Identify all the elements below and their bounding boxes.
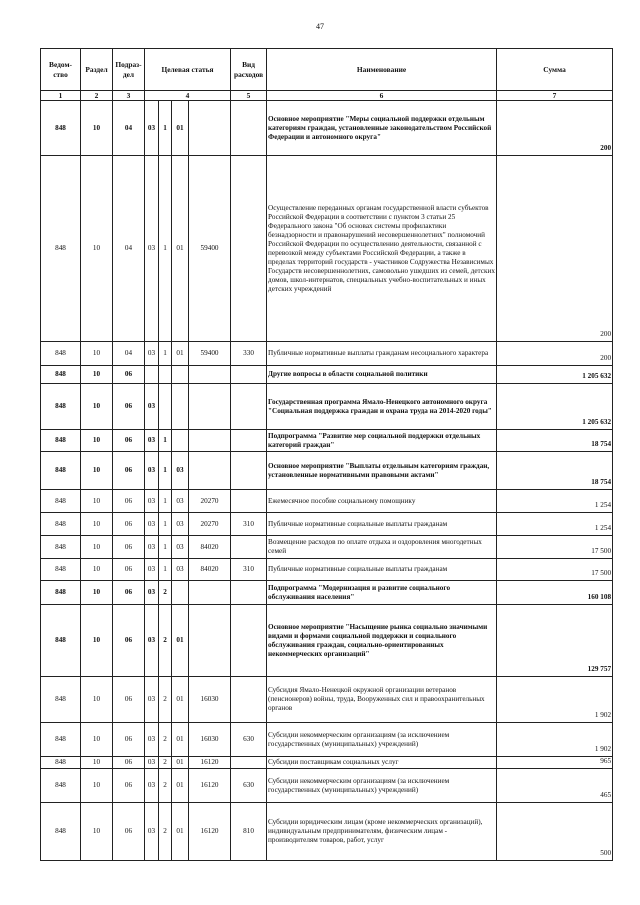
razdel-cell: 10 (81, 723, 113, 757)
measure-code-cell: 03 (172, 490, 189, 513)
program-code-cell: 03 (145, 384, 159, 430)
measure-code-cell: 01 (172, 803, 189, 861)
naimenovanie-cell: Субсидии юридическим лицам (кроме некоммерческих организаций), индивидуальным предпринимателям, физическим лицам - производителям товаров, работ, услуг (267, 803, 497, 861)
table-row (41, 430, 613, 452)
podrazdel-cell: 06 (113, 677, 145, 723)
measure-code-cell (172, 430, 189, 452)
razdel-cell: 10 (81, 677, 113, 723)
direction-code-cell (189, 605, 231, 677)
naimenovanie-cell: Субсидии некоммерческим организациям (за исключением государственных (муниципальных) учреждений) (267, 723, 497, 757)
measure-code-cell (172, 581, 189, 605)
col-number-3: 3 (113, 91, 145, 101)
program-code-cell: 03 (145, 156, 159, 342)
subprogram-code-cell: 1 (159, 490, 172, 513)
vedomstvo-cell: 848 (41, 536, 81, 559)
direction-code-cell: 20270 (189, 513, 231, 536)
naimenovanie-cell: Основное мероприятие "Выплаты отдельным категориям граждан, установленные нормативными правовыми актами" (267, 452, 497, 490)
direction-code-cell: 16120 (189, 769, 231, 803)
summa-cell: 18 754 (497, 452, 613, 490)
measure-code-cell: 01 (172, 677, 189, 723)
razdel-cell: 10 (81, 101, 113, 156)
direction-code-cell: 16120 (189, 803, 231, 861)
vid-rashodov-cell (231, 605, 267, 677)
vid-rashodov-cell (231, 757, 267, 769)
naimenovanie-cell: Публичные нормативные выплаты гражданам несоциального характера (267, 342, 497, 366)
podrazdel-cell: 06 (113, 559, 145, 581)
program-code-cell: 03 (145, 342, 159, 366)
podrazdel-cell: 06 (113, 803, 145, 861)
table-row (41, 513, 613, 536)
measure-code-cell: 03 (172, 536, 189, 559)
subprogram-code-cell: 2 (159, 723, 172, 757)
program-code-cell: 03 (145, 513, 159, 536)
razdel-cell: 10 (81, 605, 113, 677)
podrazdel-cell: 06 (113, 605, 145, 677)
razdel-cell: 10 (81, 757, 113, 769)
summa-cell: 17 500 (497, 559, 613, 581)
header-podrazdel: Подраз-дел (113, 49, 145, 91)
subprogram-code-cell (159, 384, 172, 430)
naimenovanie-cell: Подпрограмма "Развитие мер социальной поддержки отдельных категорий граждан" (267, 430, 497, 452)
naimenovanie-cell: Публичные нормативные социальные выплаты гражданам (267, 513, 497, 536)
direction-code-cell: 16030 (189, 677, 231, 723)
col-number-7: 7 (497, 91, 613, 101)
vid-rashodov-cell (231, 101, 267, 156)
vedomstvo-cell: 848 (41, 342, 81, 366)
podrazdel-cell: 06 (113, 366, 145, 384)
vid-rashodov-cell (231, 366, 267, 384)
podrazdel-cell: 06 (113, 384, 145, 430)
direction-code-cell: 16030 (189, 723, 231, 757)
measure-code-cell (172, 366, 189, 384)
vid-rashodov-cell (231, 581, 267, 605)
vid-rashodov-cell (231, 452, 267, 490)
razdel-cell: 10 (81, 559, 113, 581)
direction-code-cell: 59400 (189, 156, 231, 342)
vedomstvo-cell: 848 (41, 723, 81, 757)
table-row (41, 490, 613, 513)
subprogram-code-cell: 1 (159, 452, 172, 490)
podrazdel-cell: 04 (113, 342, 145, 366)
table-row (41, 769, 613, 803)
razdel-cell: 10 (81, 156, 113, 342)
naimenovanie-cell: Государственная программа Ямало-Ненецкого автономного округа "Социальная поддержка граждан и охрана труда на 2014-2020 годы" (267, 384, 497, 430)
vedomstvo-cell: 848 (41, 384, 81, 430)
vedomstvo-cell: 848 (41, 366, 81, 384)
table-row (41, 581, 613, 605)
podrazdel-cell: 06 (113, 430, 145, 452)
subprogram-code-cell: 2 (159, 605, 172, 677)
podrazdel-cell: 06 (113, 452, 145, 490)
program-code-cell: 03 (145, 757, 159, 769)
direction-code-cell (189, 581, 231, 605)
summa-cell: 200 (497, 156, 613, 342)
direction-code-cell (189, 101, 231, 156)
table-row (41, 803, 613, 861)
header-numbers-row (41, 91, 613, 101)
razdel-cell: 10 (81, 513, 113, 536)
naimenovanie-cell: Субсидии поставщикам социальных услуг (267, 757, 497, 769)
program-code-cell: 03 (145, 536, 159, 559)
podrazdel-cell: 04 (113, 156, 145, 342)
table-row (41, 723, 613, 757)
podrazdel-cell: 04 (113, 101, 145, 156)
subprogram-code-cell: 1 (159, 156, 172, 342)
vedomstvo-cell: 848 (41, 605, 81, 677)
razdel-cell: 10 (81, 384, 113, 430)
vid-rashodov-cell: 630 (231, 769, 267, 803)
measure-code-cell: 01 (172, 342, 189, 366)
direction-code-cell: 16120 (189, 757, 231, 769)
table-row (41, 536, 613, 559)
vid-rashodov-cell: 310 (231, 513, 267, 536)
vedomstvo-cell: 848 (41, 430, 81, 452)
podrazdel-cell: 06 (113, 757, 145, 769)
vedomstvo-cell: 848 (41, 803, 81, 861)
subprogram-code-cell: 2 (159, 581, 172, 605)
naimenovanie-cell: Основное мероприятие "Меры социальной поддержки отдельным категориям граждан, установленные законодательством Российской Федерации и автономного округа" (267, 101, 497, 156)
program-code-cell: 03 (145, 677, 159, 723)
podrazdel-cell: 06 (113, 723, 145, 757)
subprogram-code-cell: 2 (159, 677, 172, 723)
header-razdel: Раздел (81, 49, 113, 91)
program-code-cell: 03 (145, 452, 159, 490)
header-row (41, 49, 613, 91)
razdel-cell: 10 (81, 342, 113, 366)
vid-rashodov-cell (231, 490, 267, 513)
subprogram-code-cell: 1 (159, 430, 172, 452)
program-code-cell: 03 (145, 490, 159, 513)
naimenovanie-cell: Основное мероприятие "Насыщение рынка социально значимыми видами и формами социальной поддержки и социального обслуживания граждан, социально-ориентированных некоммерческих организаций" (267, 605, 497, 677)
direction-code-cell (189, 384, 231, 430)
table-row (41, 559, 613, 581)
naimenovanie-cell: Осуществление переданных органам государственной власти субъектов Российской Федерации в соответствии с пунктом 3 статьи 25 Федерального закона "Об основах системы профилактики безнадзорности и правонарушений несовершеннолетних" полномочий Российской Федерации по осуществлению деятельности, связанной с перевозкой между субъектами Российской Федерации, а также в пределах территорий государств - участников Содружества Независимых Государств несовершеннолетних, самовольно ушедших из семей, детских домов, школ-интернатов, специальных учебно-воспитательных и иных детских учреждений (267, 156, 497, 342)
measure-code-cell: 03 (172, 559, 189, 581)
naimenovanie-cell: Возмещение расходов по оплате отдыха и оздоровления многодетных семей (267, 536, 497, 559)
vedomstvo-cell: 848 (41, 757, 81, 769)
vedomstvo-cell: 848 (41, 452, 81, 490)
measure-code-cell: 01 (172, 769, 189, 803)
direction-code-cell (189, 430, 231, 452)
col-number-2: 2 (81, 91, 113, 101)
header-summa: Сумма (497, 49, 613, 91)
vid-rashodov-cell: 810 (231, 803, 267, 861)
subprogram-code-cell: 2 (159, 757, 172, 769)
summa-cell: 965 (497, 757, 613, 769)
vedomstvo-cell: 848 (41, 156, 81, 342)
header-celevaya-statya: Целевая статья (145, 49, 231, 91)
naimenovanie-cell: Публичные нормативные социальные выплаты гражданам (267, 559, 497, 581)
razdel-cell: 10 (81, 490, 113, 513)
subprogram-code-cell: 2 (159, 803, 172, 861)
program-code-cell: 03 (145, 559, 159, 581)
table-row (41, 452, 613, 490)
summa-cell: 1 902 (497, 677, 613, 723)
podrazdel-cell: 06 (113, 536, 145, 559)
subprogram-code-cell: 2 (159, 769, 172, 803)
vedomstvo-cell: 848 (41, 677, 81, 723)
podrazdel-cell: 06 (113, 581, 145, 605)
table-row (41, 101, 613, 156)
header-naimenovanie: Наименование (267, 49, 497, 91)
subprogram-code-cell (159, 366, 172, 384)
vid-rashodov-cell (231, 430, 267, 452)
vid-rashodov-cell (231, 677, 267, 723)
subprogram-code-cell: 1 (159, 101, 172, 156)
razdel-cell: 10 (81, 366, 113, 384)
col-number-6: 6 (267, 91, 497, 101)
direction-code-cell: 84020 (189, 559, 231, 581)
summa-cell: 18 754 (497, 430, 613, 452)
program-code-cell: 03 (145, 803, 159, 861)
direction-code-cell (189, 366, 231, 384)
vid-rashodov-cell (231, 536, 267, 559)
vedomstvo-cell: 848 (41, 490, 81, 513)
vid-rashodov-cell (231, 384, 267, 430)
naimenovanie-cell: Субсидия Ямало-Ненецкой окружной организации ветеранов (пенсионеров) войны, труда, Вооруженных сил и правоохранительных органов (267, 677, 497, 723)
summa-cell: 500 (497, 803, 613, 861)
program-code-cell: 03 (145, 101, 159, 156)
table-row (41, 605, 613, 677)
table-row (41, 366, 613, 384)
measure-code-cell: 01 (172, 156, 189, 342)
razdel-cell: 10 (81, 430, 113, 452)
summa-cell: 1 205 632 (497, 366, 613, 384)
table-row (41, 677, 613, 723)
vid-rashodov-cell: 630 (231, 723, 267, 757)
program-code-cell: 03 (145, 581, 159, 605)
summa-cell: 465 (497, 769, 613, 803)
vedomstvo-cell: 848 (41, 559, 81, 581)
direction-code-cell (189, 452, 231, 490)
subprogram-code-cell: 1 (159, 559, 172, 581)
summa-cell: 1 902 (497, 723, 613, 757)
program-code-cell (145, 366, 159, 384)
header-vid-rashodov: Вид расходов (231, 49, 267, 91)
measure-code-cell: 03 (172, 452, 189, 490)
table-row (41, 757, 613, 769)
col-number-5: 5 (231, 91, 267, 101)
col-number-4: 4 (145, 91, 231, 101)
program-code-cell: 03 (145, 723, 159, 757)
summa-cell: 1 205 632 (497, 384, 613, 430)
table-row (41, 156, 613, 342)
measure-code-cell: 01 (172, 605, 189, 677)
summa-cell: 17 500 (497, 536, 613, 559)
vedomstvo-cell: 848 (41, 101, 81, 156)
program-code-cell: 03 (145, 605, 159, 677)
measure-code-cell: 03 (172, 513, 189, 536)
summa-cell: 1 254 (497, 513, 613, 536)
podrazdel-cell: 06 (113, 490, 145, 513)
table-row (41, 384, 613, 430)
summa-cell: 1 254 (497, 490, 613, 513)
measure-code-cell: 01 (172, 723, 189, 757)
razdel-cell: 10 (81, 803, 113, 861)
naimenovanie-cell: Подпрограмма "Модернизация и развитие социального обслуживания населения" (267, 581, 497, 605)
summa-cell: 200 (497, 101, 613, 156)
table-row (41, 342, 613, 366)
vedomstvo-cell: 848 (41, 581, 81, 605)
naimenovanie-cell: Другие вопросы в области социальной политики (267, 366, 497, 384)
header-vedomstvo: Ведом-ство (41, 49, 81, 91)
vedomstvo-cell: 848 (41, 513, 81, 536)
razdel-cell: 10 (81, 769, 113, 803)
razdel-cell: 10 (81, 581, 113, 605)
vid-rashodov-cell: 330 (231, 342, 267, 366)
measure-code-cell: 01 (172, 757, 189, 769)
program-code-cell: 03 (145, 769, 159, 803)
measure-code-cell: 01 (172, 101, 189, 156)
podrazdel-cell: 06 (113, 769, 145, 803)
subprogram-code-cell: 1 (159, 536, 172, 559)
naimenovanie-cell: Ежемесячное пособие социальному помощнику (267, 490, 497, 513)
budget-table (40, 48, 613, 861)
direction-code-cell: 84020 (189, 536, 231, 559)
summa-cell: 160 108 (497, 581, 613, 605)
summa-cell: 129 757 (497, 605, 613, 677)
vid-rashodov-cell: 310 (231, 559, 267, 581)
page-number: 47 (316, 22, 324, 31)
summa-cell: 200 (497, 342, 613, 366)
razdel-cell: 10 (81, 452, 113, 490)
direction-code-cell: 20270 (189, 490, 231, 513)
podrazdel-cell: 06 (113, 513, 145, 536)
program-code-cell: 03 (145, 430, 159, 452)
measure-code-cell (172, 384, 189, 430)
subprogram-code-cell: 1 (159, 513, 172, 536)
direction-code-cell: 59400 (189, 342, 231, 366)
naimenovanie-cell: Субсидии некоммерческим организациям (за исключением государственных (муниципальных) учреждений) (267, 769, 497, 803)
vedomstvo-cell: 848 (41, 769, 81, 803)
razdel-cell: 10 (81, 536, 113, 559)
vid-rashodov-cell (231, 156, 267, 342)
col-number-1: 1 (41, 91, 81, 101)
subprogram-code-cell: 1 (159, 342, 172, 366)
